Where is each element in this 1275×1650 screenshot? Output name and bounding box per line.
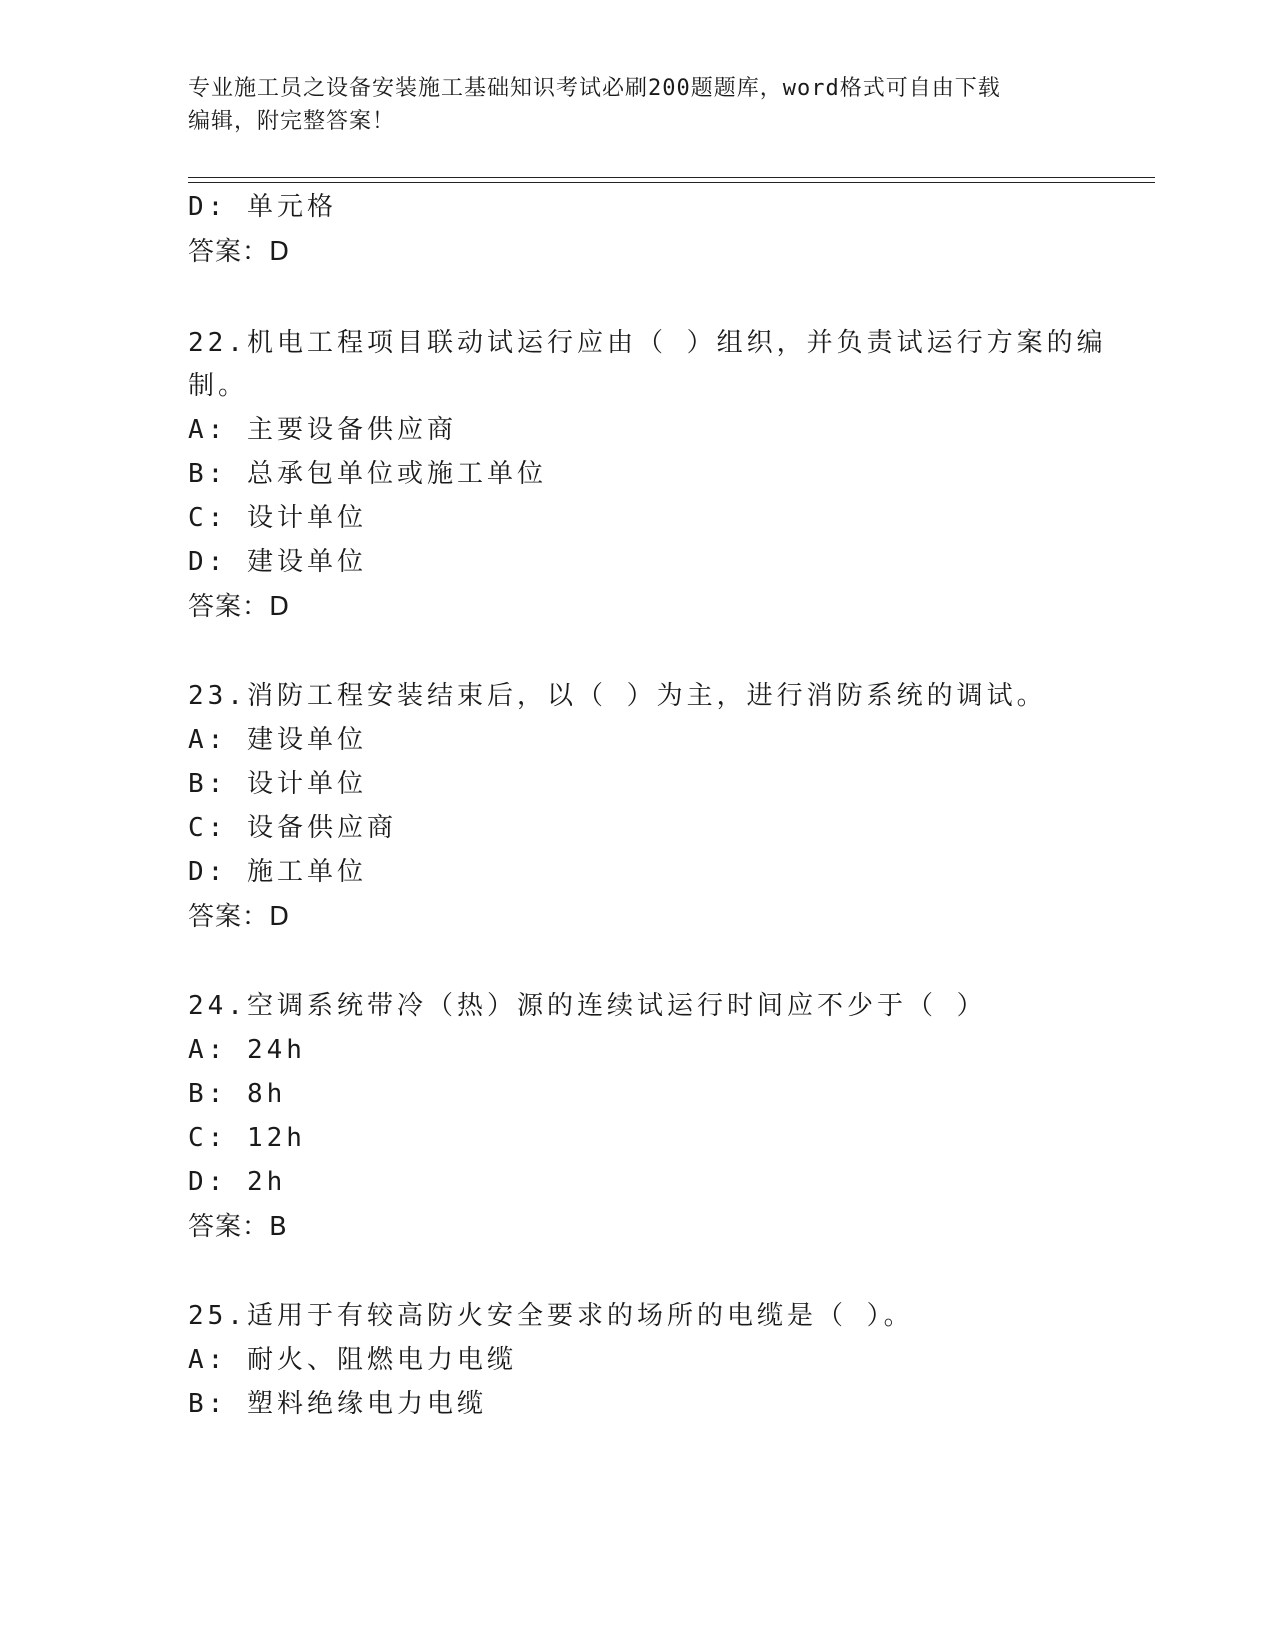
- q24-option-b: B: 8h: [188, 1079, 287, 1109]
- q21-answer: 答案：D: [188, 237, 291, 267]
- q24-stem: 24.空调系统带冷（热）源的连续试运行时间应不少于（ ）: [188, 991, 987, 1021]
- q21-option-d: D: 单元格: [188, 192, 337, 222]
- q24-option-d: D: 2h: [188, 1167, 287, 1197]
- q24-option-a: A: 24h: [188, 1035, 306, 1065]
- q22-stem-line-2: 制。: [188, 371, 249, 401]
- q23-option-b: B: 设计单位: [188, 769, 367, 799]
- q24-answer: 答案：B: [188, 1212, 288, 1242]
- q23-answer: 答案：D: [188, 902, 291, 932]
- q22-option-a: A: 主要设备供应商: [188, 415, 457, 445]
- q22-stem-line-1: 22.机电工程项目联动试运行应由（ ）组织，并负责试运行方案的编: [188, 328, 1107, 358]
- header-title-line-1: 专业施工员之设备安装施工基础知识考试必刷200题题库，word格式可自由下载: [188, 76, 1001, 101]
- q24-option-c: C: 12h: [188, 1123, 306, 1153]
- q22-option-c: C: 设计单位: [188, 503, 367, 533]
- q22-option-d: D: 建设单位: [188, 547, 367, 577]
- q23-option-d: D: 施工单位: [188, 857, 367, 887]
- q23-option-c: C: 设备供应商: [188, 813, 397, 843]
- q22-option-b: B: 总承包单位或施工单位: [188, 459, 547, 489]
- q25-option-a: A: 耐火、阻燃电力电缆: [188, 1345, 517, 1375]
- q25-stem: 25.适用于有较高防火安全要求的场所的电缆是（ ）。: [188, 1301, 914, 1331]
- header-divider-bottom: [188, 182, 1155, 183]
- q25-option-b: B: 塑料绝缘电力电缆: [188, 1389, 487, 1419]
- header-divider-top: [188, 177, 1155, 178]
- q23-option-a: A: 建设单位: [188, 725, 367, 755]
- q22-answer: 答案：D: [188, 592, 291, 622]
- header-title-line-2: 编辑，附完整答案！: [188, 109, 396, 134]
- document-header: [188, 72, 1068, 138]
- q23-stem: 23.消防工程安装结束后，以（ ）为主，进行消防系统的调试。: [188, 681, 1047, 711]
